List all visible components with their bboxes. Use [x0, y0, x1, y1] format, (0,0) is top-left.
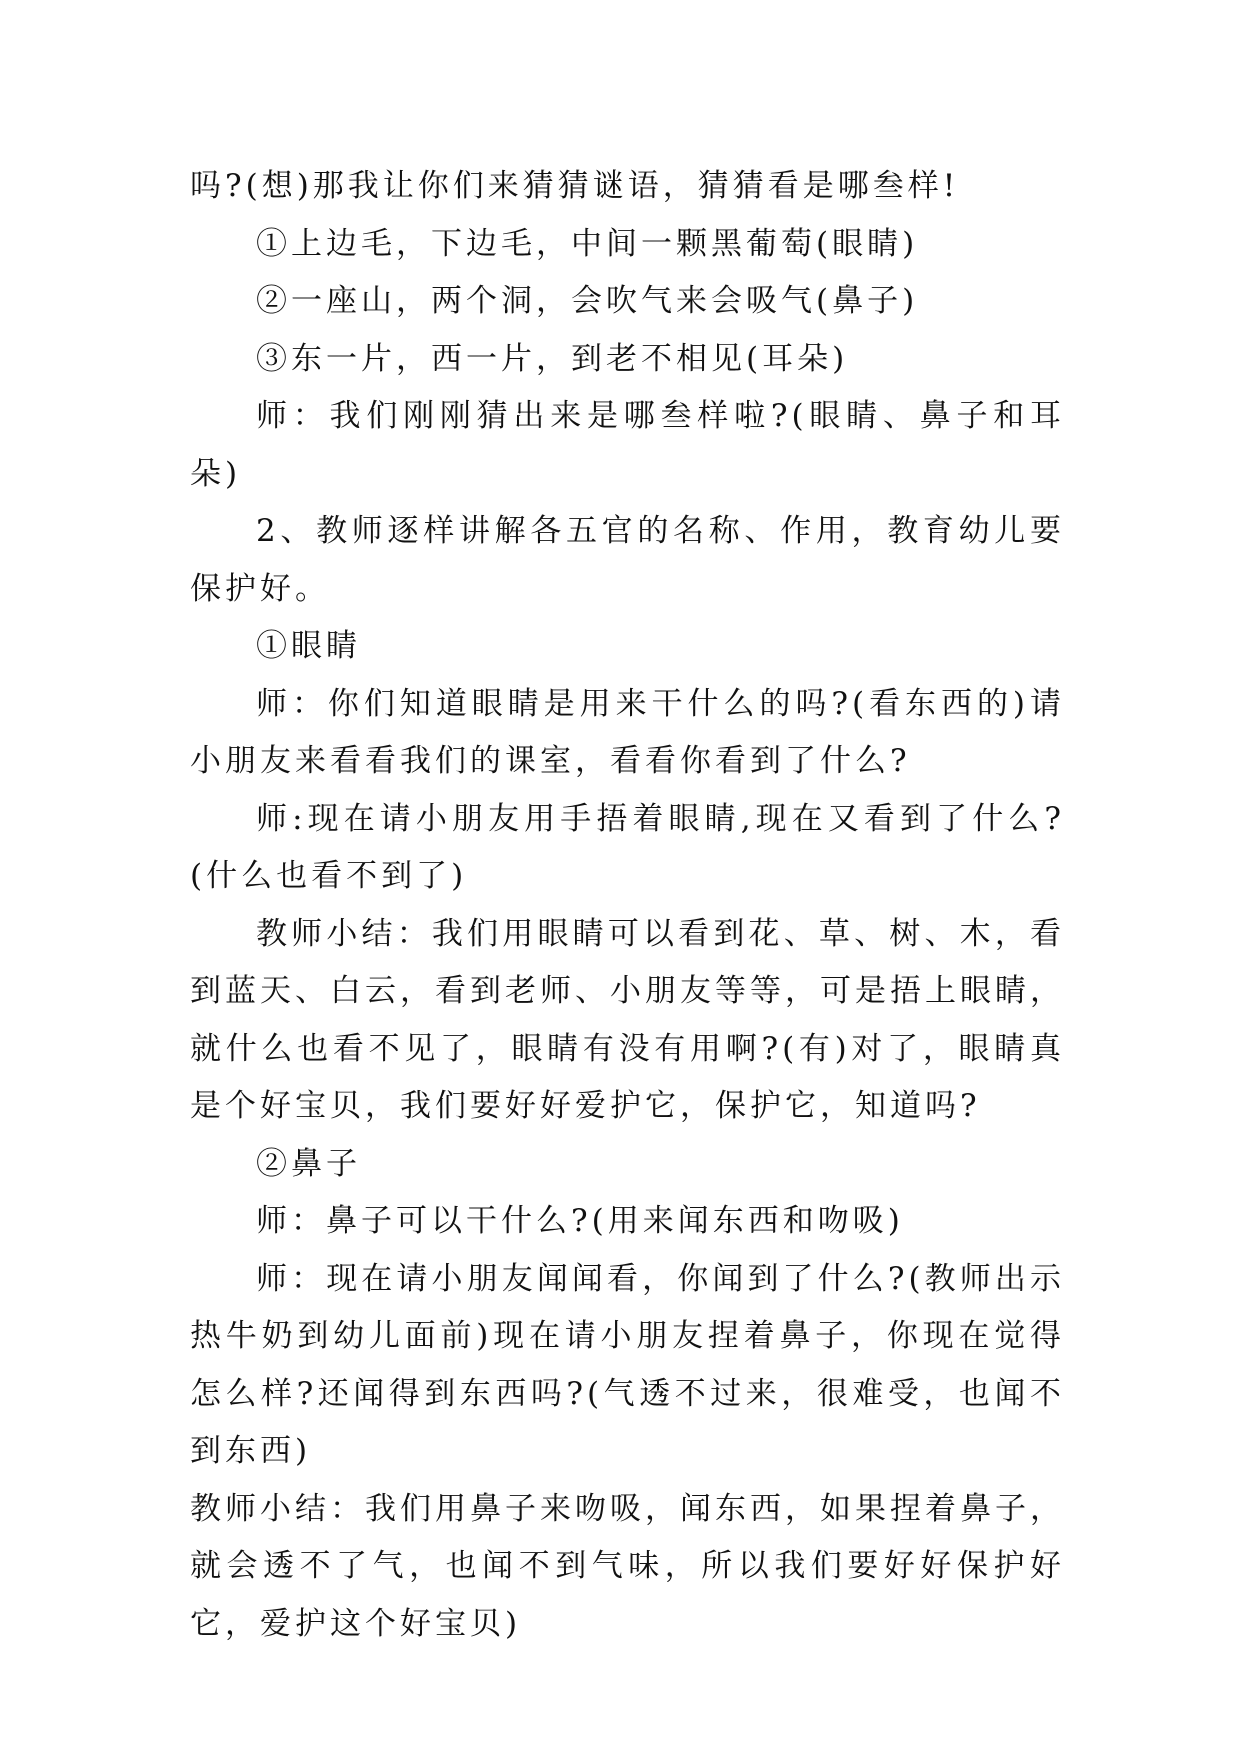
- document-body: [190, 158, 1065, 1653]
- paragraph-eyes-question: 师：你们知道眼睛是用来干什么的吗?(看东西的)请小朋友来看看我们的课室，看看你看到了什么?: [190, 685, 1065, 779]
- paragraph-riddle-ears: ③东一片，西一片，到老不相见(耳朵): [256, 340, 849, 377]
- paragraph-nose-smell: 师：现在请小朋友闻闻看，你闻到了什么?(教师出示热牛奶到幼儿面前)现在请小朋友捏着鼻子，你现在觉得怎么样?还闻得到东西吗?(气透不过来，很难受，也闻不到东西): [190, 1260, 1065, 1469]
- paragraph-riddle-intro: 吗?(想)那我让你们来猜猜谜语，猜猜看是哪叁样!: [190, 168, 960, 204]
- paragraph-step-two: 2、教师逐样讲解各五官的名称、作用，教育幼儿要保护好。: [190, 513, 1065, 607]
- paragraph-riddle-eyes: ①上边毛，下边毛，中间一颗黑葡萄(眼睛): [256, 225, 919, 262]
- heading-eyes: ①眼睛: [256, 628, 361, 664]
- heading-nose: ②鼻子: [256, 1145, 361, 1182]
- paragraph-teacher-question: 师：我们刚刚猜出来是哪叁样啦?(眼睛、鼻子和耳朵): [190, 398, 1065, 492]
- paragraph-eyes-cover: 师:现在请小朋友用手捂着眼睛,现在又看到了什么?(什么也看不到了): [190, 800, 1065, 894]
- paragraph-riddle-nose: ②一座山，两个洞，会吹气来会吸气(鼻子): [256, 283, 919, 319]
- paragraph-nose-question: 师：鼻子可以干什么?(用来闻东西和吻吸): [256, 1203, 904, 1239]
- paragraph-nose-summary: 教师小结：我们用鼻子来吻吸，闻东西，如果捏着鼻子，就会透不了气，也闻不到气味，所以我们要好好保护好它，爱护这个好宝贝): [190, 1490, 1065, 1642]
- paragraph-eyes-summary: 教师小结：我们用眼睛可以看到花、草、树、木，看到蓝天、白云，看到老师、小朋友等等，可是捂上眼睛，就什么也看不见了，眼睛有没有用啊?(有)对了，眼睛真是个好宝贝，我们要好好爱护它，保护它，知道吗?: [190, 915, 1065, 1124]
